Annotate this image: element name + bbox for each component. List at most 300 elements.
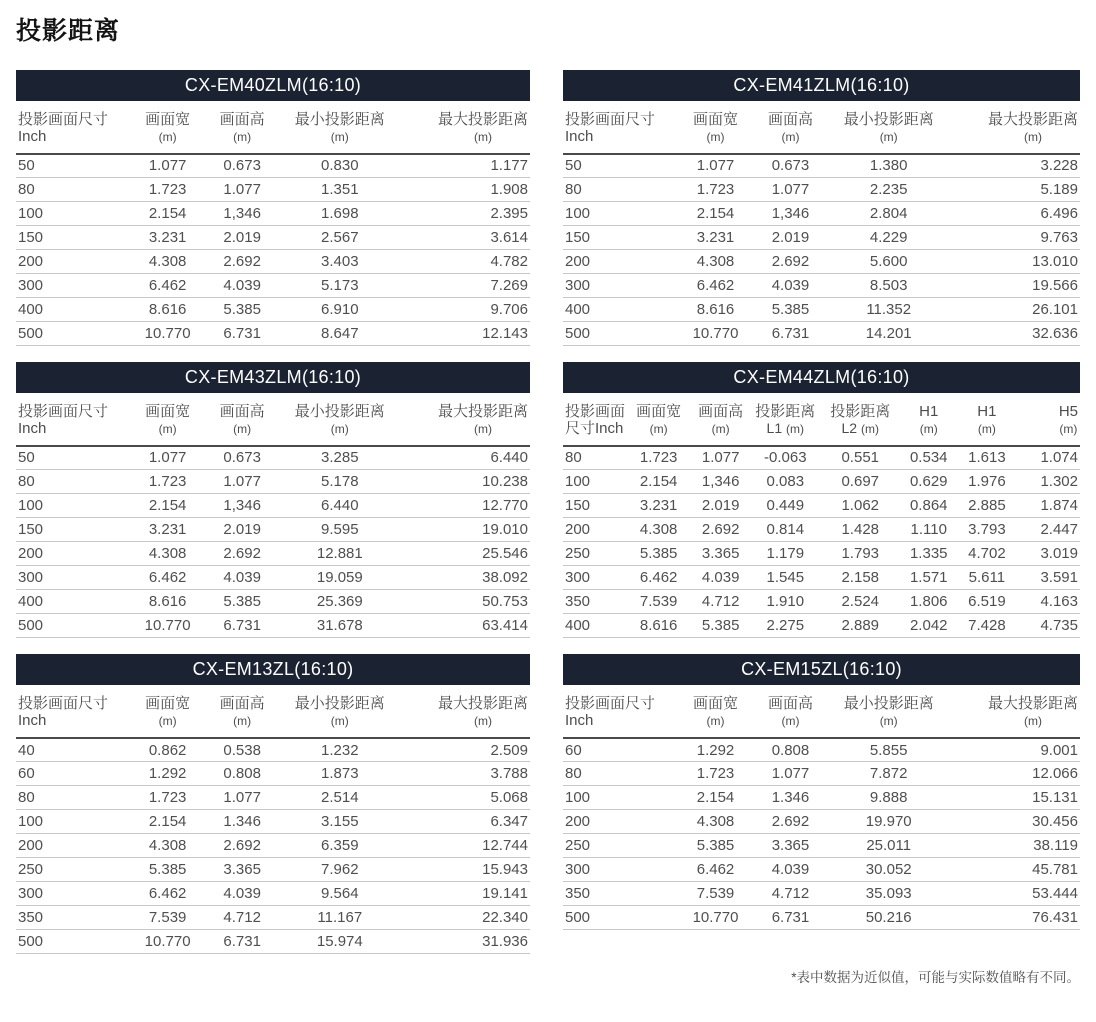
column-unit: Inch	[18, 711, 47, 729]
value-cell: 4.308	[148, 253, 187, 271]
table-body	[16, 738, 530, 954]
table-row	[16, 762, 530, 786]
value-cell: 5.385	[223, 301, 261, 319]
table-title-bar: CX-EM15ZL(16:10)	[563, 654, 1080, 685]
value-cell: 2.019	[771, 229, 810, 247]
value-cell: 7.539	[148, 909, 187, 927]
value-cell: 6.731	[771, 325, 810, 343]
table-row	[563, 178, 1080, 202]
header-row	[16, 685, 530, 738]
column-header-text	[1059, 404, 1078, 438]
value-cell: 6.462	[148, 277, 187, 295]
table-row	[16, 470, 530, 494]
value-cell: 1.910	[766, 593, 805, 611]
column-label: 画面宽	[636, 403, 682, 421]
column-label: 投影画面尺寸	[18, 111, 109, 128]
value-cell: 2.567	[321, 229, 359, 247]
size-cell: 200	[18, 837, 44, 855]
value-cell: 10.770	[144, 933, 191, 951]
table-row	[563, 906, 1080, 930]
size-cell: 50	[565, 157, 582, 175]
column-label: 最小投影距离	[294, 111, 385, 128]
value-cell: 30.052	[865, 861, 912, 879]
column-header-text	[565, 112, 655, 146]
value-cell: 1.077	[223, 181, 261, 199]
table-title-bar: CX-EM40ZLM(16:10)	[16, 70, 530, 101]
column-header-text	[220, 404, 265, 438]
column-header-text	[698, 404, 743, 438]
size-cell: 60	[18, 765, 35, 783]
column-header	[206, 685, 278, 738]
size-cell: 100	[565, 205, 591, 223]
value-cell: 9.763	[1040, 229, 1078, 247]
column-header-text	[295, 404, 385, 438]
size-cell: 60	[565, 741, 582, 759]
projector-table	[16, 654, 530, 954]
value-cell: 3.231	[639, 497, 678, 515]
table-title-bar: CX-EM43ZLM(16:10)	[16, 362, 530, 393]
spec-table	[563, 101, 1080, 346]
value-cell: 5.611	[968, 569, 1006, 587]
value-cell: 19.566	[1032, 277, 1078, 295]
projector-table	[16, 70, 530, 346]
value-cell: 1.723	[639, 449, 678, 467]
value-cell: 0.697	[841, 473, 880, 491]
size-cell: 300	[18, 569, 44, 587]
column-unit: Inch	[18, 127, 47, 145]
size-cell: 150	[565, 497, 591, 515]
spec-table	[563, 685, 1080, 930]
value-cell: 1.077	[223, 473, 261, 491]
size-cell: 150	[18, 229, 44, 247]
value-cell: 2.524	[841, 593, 880, 611]
value-cell: 4.308	[148, 545, 187, 563]
size-cell: 400	[18, 593, 44, 611]
column-header	[129, 101, 206, 154]
value-cell: 1.428	[841, 521, 880, 539]
size-cell: 400	[18, 301, 44, 319]
column-header	[677, 101, 755, 154]
column-label: 画面高	[767, 111, 813, 128]
column-unit: (m)	[233, 129, 252, 144]
value-cell: 6.731	[223, 617, 261, 635]
value-cell: 6.347	[490, 813, 528, 831]
size-cell: 200	[565, 521, 591, 539]
value-cell: 1.698	[321, 205, 359, 223]
size-cell: 150	[565, 229, 591, 247]
value-cell: 9.888	[869, 789, 908, 807]
size-cell: 500	[18, 617, 44, 635]
table-row	[16, 178, 530, 202]
table-row	[16, 810, 530, 834]
value-cell: 2.509	[490, 741, 528, 759]
table-row	[16, 202, 530, 226]
spec-table	[16, 101, 530, 346]
value-cell: 1.077	[701, 449, 740, 467]
table-row	[563, 250, 1080, 274]
size-cell: 300	[18, 885, 44, 903]
column-unit: (m)	[711, 421, 730, 436]
column-label: H1	[977, 403, 997, 421]
table-row	[563, 542, 1080, 566]
column-header-text	[220, 696, 265, 730]
column-unit: (m)	[158, 129, 177, 144]
size-cell: 80	[565, 765, 582, 783]
value-cell: 0.862	[148, 741, 187, 759]
column-unit: (m)	[706, 129, 725, 144]
column-unit: (m)	[977, 421, 996, 436]
value-cell: 8.616	[696, 301, 735, 319]
column-label: 画面宽	[145, 403, 191, 421]
value-cell: 5.189	[1040, 181, 1078, 199]
size-cell: 50	[18, 449, 35, 467]
size-cell: 200	[18, 545, 44, 563]
table-row	[16, 154, 530, 178]
value-cell: 30.456	[1032, 813, 1078, 831]
value-cell: 1.723	[696, 765, 735, 783]
column-sublabel: L2	[841, 419, 861, 436]
size-cell: 300	[565, 861, 591, 879]
table-row	[16, 834, 530, 858]
column-header	[278, 685, 401, 738]
table-row	[563, 614, 1080, 638]
column-header	[951, 101, 1080, 154]
size-cell: 300	[565, 569, 591, 587]
value-cell: 2.154	[148, 497, 187, 515]
column-header	[692, 393, 749, 446]
value-cell: 35.093	[865, 885, 912, 903]
value-cell: 19.970	[865, 813, 912, 831]
value-cell: 1.077	[223, 789, 261, 807]
value-cell: 4.702	[968, 545, 1006, 563]
column-label: 最大投影距离	[437, 111, 528, 128]
column-label: 最小投影距离	[843, 111, 934, 128]
value-cell: 4.712	[701, 593, 740, 611]
table-row	[563, 298, 1080, 322]
table-title-bar: CX-EM13ZL(16:10)	[16, 654, 530, 685]
value-cell: 1.179	[766, 545, 805, 563]
size-cell: 80	[18, 181, 35, 199]
value-cell: 0.551	[841, 449, 880, 467]
column-header-text	[768, 696, 813, 730]
size-cell: 200	[18, 253, 44, 271]
value-cell: 38.119	[1033, 837, 1078, 855]
value-cell: 19.059	[316, 569, 363, 587]
column-header-text	[844, 696, 934, 730]
value-cell: 3.228	[1040, 157, 1078, 175]
value-cell: 0.830	[321, 157, 359, 175]
value-cell: 2.154	[639, 473, 678, 491]
value-cell: 1.873	[321, 765, 359, 783]
table-row	[563, 446, 1080, 470]
table-row	[563, 226, 1080, 250]
column-header-text	[755, 404, 815, 438]
value-cell: 0.808	[771, 741, 810, 759]
column-unit: (m)	[158, 713, 177, 728]
table-row	[16, 906, 530, 930]
value-cell: 2.692	[771, 813, 810, 831]
value-cell: 3.231	[696, 229, 735, 247]
value-cell: 1.177	[490, 157, 528, 175]
value-cell: 8.503	[869, 277, 908, 295]
column-header-text	[145, 112, 190, 146]
table-head	[16, 685, 530, 738]
header-row	[563, 685, 1080, 738]
value-cell: 7.269	[490, 277, 528, 295]
column-header	[827, 685, 951, 738]
column-label: 画面宽	[145, 695, 191, 713]
value-cell: 1.908	[490, 181, 528, 199]
value-cell: 12.143	[482, 325, 528, 343]
header-row	[563, 393, 1080, 446]
value-cell: 1.077	[771, 765, 810, 783]
value-cell: 6.462	[639, 569, 678, 587]
column-label: H5	[1058, 403, 1078, 421]
column-label: 最大投影距离	[437, 695, 528, 713]
value-cell: 31.936	[482, 933, 528, 951]
table-row	[563, 762, 1080, 786]
spec-table	[16, 685, 530, 954]
value-cell: 15.943	[482, 861, 528, 879]
column-unit: (m)	[330, 129, 349, 144]
value-cell: 5.600	[869, 253, 908, 271]
value-cell: 1.723	[148, 789, 187, 807]
value-cell: 1.074	[1040, 449, 1078, 467]
value-cell: 15.131	[1032, 789, 1078, 807]
value-cell: 6.519	[968, 593, 1006, 611]
column-header	[563, 393, 625, 446]
column-header	[958, 393, 1015, 446]
column-unit: (m)	[1059, 421, 1078, 436]
value-cell: 10.238	[482, 473, 528, 491]
value-cell: 2.019	[223, 521, 261, 539]
value-cell: 0.673	[223, 157, 261, 175]
value-cell: 1.077	[148, 157, 187, 175]
table-row	[563, 518, 1080, 542]
value-cell: 7.962	[321, 861, 359, 879]
value-cell: 1.571	[909, 569, 948, 587]
column-unit: (m)	[649, 421, 668, 436]
value-cell: 5.173	[321, 277, 359, 295]
projector-table	[16, 362, 530, 638]
table-row	[563, 882, 1080, 906]
size-cell: 200	[565, 253, 591, 271]
value-cell: 1.110	[910, 521, 947, 539]
value-cell: 32.636	[1032, 325, 1078, 343]
value-cell: 9.001	[1040, 741, 1078, 759]
table-body	[563, 446, 1080, 638]
value-cell: 4.308	[696, 253, 735, 271]
column-unit: (m)	[786, 421, 804, 436]
value-cell: 76.431	[1032, 909, 1078, 927]
value-cell: 50.216	[865, 909, 912, 927]
size-cell: 350	[565, 593, 591, 611]
column-label: 画面高	[219, 695, 265, 713]
value-cell: 6.731	[223, 933, 261, 951]
value-cell: 4.039	[701, 569, 740, 587]
value-cell: 1.874	[1040, 497, 1078, 515]
table-row	[16, 322, 530, 346]
value-cell: 1.351	[321, 181, 359, 199]
value-cell: 5.068	[490, 789, 528, 807]
value-cell: 0.808	[223, 765, 261, 783]
table-row	[563, 202, 1080, 226]
value-cell: 1.380	[869, 157, 908, 175]
value-cell: 3.793	[968, 521, 1006, 539]
column-header-text	[18, 404, 108, 438]
value-cell: 10.770	[144, 325, 191, 343]
value-cell: 6.496	[1040, 205, 1078, 223]
table-row	[563, 810, 1080, 834]
value-cell: 1.292	[148, 765, 187, 783]
column-unit: (m)	[919, 421, 938, 436]
column-header-text	[145, 696, 190, 730]
value-cell: 6.440	[321, 497, 359, 515]
value-cell: 3.591	[1040, 569, 1078, 587]
column-header	[401, 101, 530, 154]
table-row	[563, 494, 1080, 518]
table-head	[563, 685, 1080, 738]
value-cell: 4.229	[869, 229, 908, 247]
column-label: 投影距离	[755, 403, 816, 421]
value-cell: 1,346	[701, 473, 740, 491]
value-cell: 15.974	[316, 933, 363, 951]
table-row	[563, 322, 1080, 346]
column-header	[129, 393, 206, 446]
column-header	[827, 101, 951, 154]
column-header	[754, 685, 826, 738]
value-cell: 10.770	[144, 617, 191, 635]
column-header	[129, 685, 206, 738]
column-header	[401, 685, 530, 738]
value-cell: 2.692	[223, 253, 261, 271]
size-cell: 80	[18, 473, 35, 491]
column-header	[16, 101, 129, 154]
column-label: 画面高	[698, 403, 744, 421]
column-header-text	[830, 404, 890, 438]
value-cell: 9.564	[321, 885, 359, 903]
table-row	[16, 738, 530, 762]
column-unit: (m)	[158, 421, 177, 436]
table-row	[16, 542, 530, 566]
column-header	[563, 101, 677, 154]
value-cell: 5.385	[696, 837, 735, 855]
value-cell: 13.010	[1032, 253, 1078, 271]
value-cell: 3.403	[321, 253, 359, 271]
column-header-text	[18, 696, 108, 730]
value-cell: 1.232	[321, 741, 359, 759]
value-cell: 1.545	[766, 569, 805, 587]
table-row	[16, 446, 530, 470]
value-cell: 7.872	[869, 765, 908, 783]
value-cell: 1.793	[841, 545, 880, 563]
value-cell: 2.154	[148, 813, 187, 831]
value-cell: 2.395	[490, 205, 528, 223]
value-cell: 2.042	[909, 617, 948, 635]
table-head	[563, 393, 1080, 446]
size-cell: 80	[18, 789, 35, 807]
column-label: 最大投影距离	[987, 695, 1078, 713]
size-cell: 80	[565, 181, 582, 199]
page-title: 投影距离	[16, 17, 121, 45]
column-unit: (m)	[781, 129, 800, 144]
spec-table	[16, 393, 530, 638]
value-cell: 11.167	[317, 909, 363, 927]
column-header-text	[636, 404, 681, 438]
column-header	[625, 393, 692, 446]
value-cell: 7.539	[639, 593, 678, 611]
value-cell: 1.292	[696, 741, 735, 759]
value-cell: 5.385	[223, 593, 261, 611]
value-cell: 1,346	[771, 205, 810, 223]
column-unit: (m)	[781, 713, 800, 728]
value-cell: 4.308	[148, 837, 187, 855]
value-cell: 4.039	[223, 569, 261, 587]
value-cell: 6.462	[148, 569, 187, 587]
value-cell: 4.039	[223, 885, 261, 903]
column-unit: (m)	[330, 713, 349, 728]
value-cell: 12.770	[482, 497, 528, 515]
size-cell: 80	[565, 449, 582, 467]
column-header	[16, 685, 129, 738]
value-cell: -0.063	[764, 449, 807, 467]
value-cell: 3.365	[701, 545, 740, 563]
value-cell: 1.723	[148, 473, 187, 491]
column-header	[16, 393, 129, 446]
table-row	[16, 930, 530, 954]
table-row	[16, 494, 530, 518]
value-cell: 2.692	[771, 253, 810, 271]
column-header	[563, 685, 677, 738]
value-cell: 12.066	[1032, 765, 1078, 783]
column-unit: (m)	[860, 421, 879, 436]
value-cell: 4.308	[696, 813, 735, 831]
column-unit: Inch	[565, 711, 594, 729]
value-cell: 3.788	[490, 765, 528, 783]
value-cell: 8.616	[639, 617, 678, 635]
size-cell: 400	[565, 301, 591, 319]
value-cell: 2.804	[869, 205, 908, 223]
column-header-text	[988, 696, 1078, 730]
column-label: 画面高	[219, 111, 265, 128]
column-unit: Inch	[18, 419, 47, 437]
column-header-text	[844, 112, 934, 146]
column-unit: (m)	[330, 421, 349, 436]
column-header	[677, 685, 755, 738]
value-cell: 0.538	[223, 741, 261, 759]
value-cell: 2.154	[696, 789, 735, 807]
column-header	[278, 101, 401, 154]
column-header-text	[438, 696, 528, 730]
column-unit: (m)	[473, 421, 492, 436]
size-cell: 350	[18, 909, 44, 927]
table-row	[16, 518, 530, 542]
column-header	[278, 393, 401, 446]
size-cell: 40	[18, 741, 35, 759]
table-row	[16, 786, 530, 810]
value-cell: 25.546	[482, 545, 528, 563]
value-cell: 5.385	[771, 301, 810, 319]
value-cell: 2.885	[968, 497, 1006, 515]
value-cell: 5.385	[639, 545, 678, 563]
table-row	[16, 274, 530, 298]
size-cell: 100	[18, 205, 44, 223]
projector-table	[563, 70, 1080, 346]
column-unit: Inch	[565, 127, 594, 145]
value-cell: 0.629	[909, 473, 948, 491]
column-header	[899, 393, 958, 446]
value-cell: 3.019	[1040, 545, 1078, 563]
